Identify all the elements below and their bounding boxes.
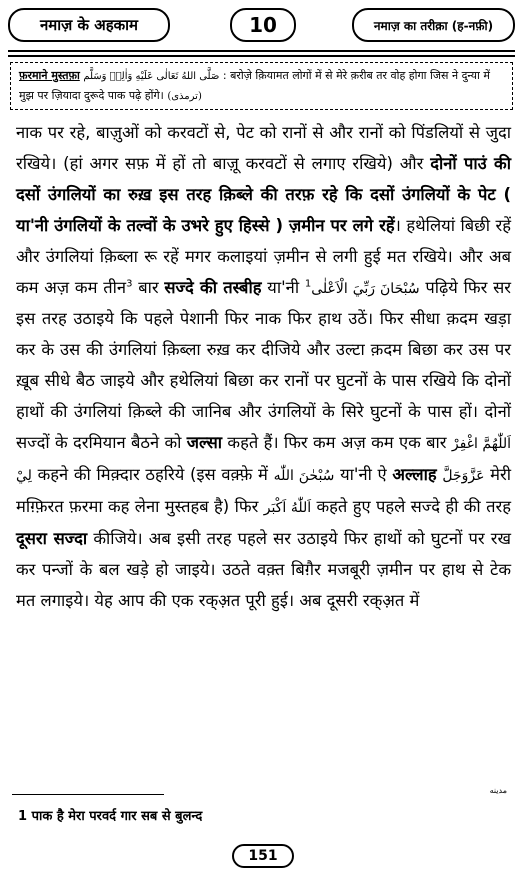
body-bold-run: दूसरा सज्दा <box>16 528 88 548</box>
body-text-run: नाक पर रहे, बाज़ुओं को करवटों से, पेट को रानों से और रानों को पिंडलियों से जुदा रखिये। (हां अगर सफ़ में हों तो बाज़ू करवटों से लगाए रखिये) और <box>16 123 511 173</box>
quote-text: : बरोज़े क़ियामत लोगों में से मेरे क़रीब तर वोह होगा जिस ने दुन्या में मुझ पर ज़ियादा दुरूदे पाक पढ़े होंगे। <box>19 69 490 102</box>
quote-label: फ़रमाने मुस्तफ़ा <box>19 69 80 82</box>
body-text-run: बार <box>132 277 165 297</box>
header-book-title: नमाज़ के अहकाम <box>8 8 170 42</box>
quote-salutation-arabic: صَلَّى اللهُ تَعَالٰى عَلَيْهِ وَاٰلِهٖ وَسَلَّم <box>83 71 220 82</box>
header-page-number: 10 <box>230 8 296 42</box>
body-text-run: या'नी ऐ <box>334 464 393 484</box>
header-chapter-title: नमाज़ का तरीक़ा (ह-नफ़ी) <box>352 8 515 42</box>
body-text-run: कहने की मिक़्दार ठहरिये (इस वक़्फ़े में <box>31 464 274 484</box>
arabic-subhanallah: سُبْحٰنَ اللّٰه <box>273 467 335 484</box>
footnote-marker-3: 3 <box>126 278 133 290</box>
header-rule-bottom <box>8 55 515 57</box>
footer-page-number: 151 <box>232 844 294 868</box>
body-bold-run: दोनों पाउं की दसों उंगलियों का रुख़ इस तरह क़िब्ले की तरफ़ रहे कि दसों उंगलियों के पेट ( या'नी उंगलियों के तल्वों के उभरे हुए हिस्से ) ज़मीन पर लगे रहें <box>16 153 511 235</box>
footnote-rule <box>12 794 164 795</box>
body-bold-run: अल्लाह <box>392 464 437 484</box>
hadith-quote-box <box>10 62 513 110</box>
body-paragraph <box>16 118 511 617</box>
body-text <box>16 118 511 617</box>
footnote-marker-1: 1 <box>304 278 312 290</box>
header-rule-top <box>8 50 515 52</box>
arabic-dua: اَللّٰهُمَّ اغْفِرْ لِيْ <box>16 436 511 484</box>
body-text-run: कहते हुए पहले सज्दे ही की तरह <box>311 496 511 516</box>
footnote-text: 1 पाक है मेरा परवर्द गार सब से बुलन्द <box>18 809 203 824</box>
body-bold-run: सज्दे की तस्बीह <box>164 277 262 297</box>
body-bold-run: जल्सा <box>186 433 223 453</box>
body-text-run: या'नी <box>261 277 305 297</box>
arabic-azza-wajal: عَزَّوَجَلَّ <box>442 467 485 484</box>
quote-source: (ترمذی) <box>167 91 202 102</box>
madina-mark: مدینه <box>489 786 507 795</box>
body-text-run: । हथेलियां बिछी रहें और उंगलियां क़िब्ला रू रहें मगर कलाइयां ज़मीन से लगी हुई मत रखिये। और अब कम अज़ कम तीन <box>16 215 511 297</box>
body-text-run: पढ़िये फिर सर इस तरह उठाइये कि पहले पेशानी फिर नाक फिर हाथ उठें। फिर सीधा क़दम खड़ा कर के उस की उंगलियां क़िब्ला रुख़ कर दीजिये और उल्टा क़दम बिछा कर उस पर ख़ूब सीधे बैठ जाइये और हथेलियां बिछा कर रानों पर घुटनों के पास रखिये कि दोनों हाथों की उंगलियां क़िब्ले की जानिब और उंगलियों के सिरे घुटनों के पास हों। दोनों सज्दों के दरमियान बैठने को <box>16 277 512 453</box>
body-text-run: कीजिये। अब इसी तरह पहले सर उठाइये फिर हाथों को घुटनों पर रख कर पन्जों के बल खड़े हो जाइये। उठते वक़्त बिग़ैर मजबूरी ज़मीन पर हाथ से टेक मत लगाइये। येह आप की एक रक्अ़त पूरी हुई। अब दूसरी रक्अ़त में <box>16 528 511 610</box>
body-text-run: मेरी मग़्फ़िरत फ़रमा कह लेना मुस्तहब है) फिर <box>16 464 511 516</box>
arabic-tasbih: سُبْحَانَ رَبِّيَ الْاَعْلٰى <box>311 280 420 297</box>
arabic-allahu-akbar: اَللّٰهُ اَكْبَر <box>263 499 312 516</box>
body-text-run: कहते हैं। फिर कम अज़ कम एक बार <box>222 433 452 453</box>
